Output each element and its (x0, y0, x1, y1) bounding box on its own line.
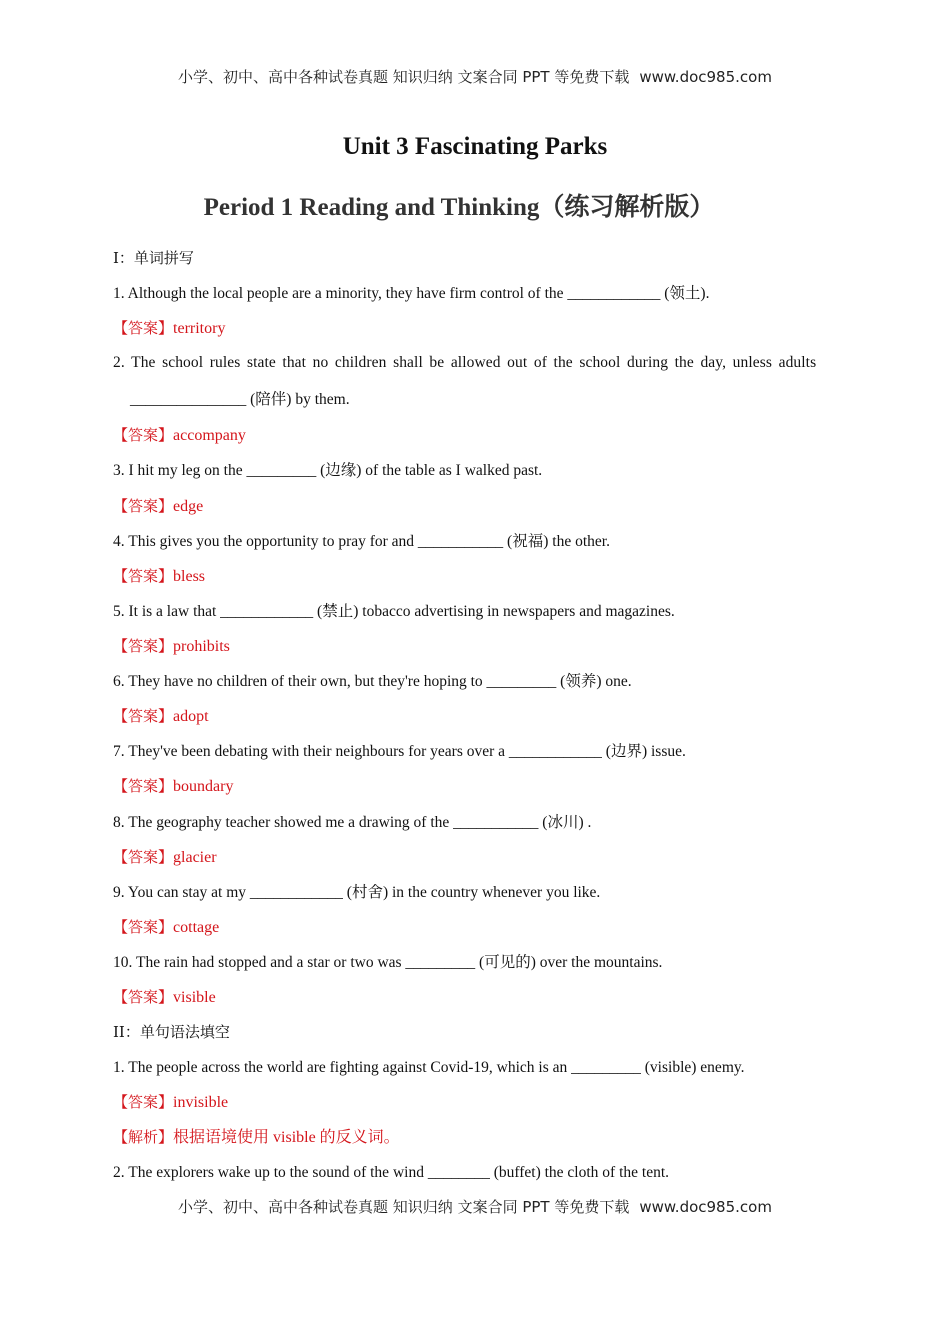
answer-text: glacier (173, 849, 217, 866)
answer-text: cottage (173, 919, 220, 936)
question-3: 3. I hit my leg on the _________ (边缘) of the table as I walked past. (113, 462, 543, 479)
answer-4 (113, 566, 205, 587)
answer-8 (113, 847, 217, 868)
explanation-text: 根据语境使用 visible 的反义词。 (173, 1129, 400, 1146)
question-7: 7. They've been debating with their neighbours for years over a ____________ (边界) issue. (113, 743, 686, 760)
document-title: Unit 3 Fascinating Parks (342, 133, 608, 160)
question-10: 10. The rain had stopped and a star or two was _________ (可见的) over the mountains. (113, 954, 663, 971)
answer-5 (113, 636, 230, 657)
answer-text: territory (173, 320, 226, 337)
answer-3 (113, 496, 203, 517)
answer-text: visible (173, 989, 216, 1006)
answer-tag: 【答案】 (113, 426, 174, 444)
footer-url[interactable]: www.doc985.com (639, 1198, 772, 1216)
answer-text: bless (173, 568, 206, 585)
answer-tag: 【答案】 (113, 319, 174, 337)
question-8: 8. The geography teacher showed me a drawing of the ___________ (冰川) . (113, 814, 592, 831)
section-heading-spelling: I：单词拼写 (113, 249, 194, 267)
answer-tag: 【答案】 (113, 1093, 174, 1111)
answer-6 (113, 706, 209, 727)
section-heading-grammar: II：单句语法填空 (113, 1023, 230, 1041)
answer-2 (113, 425, 246, 446)
grammar-explanation-1 (113, 1127, 400, 1148)
explanation-tag: 【解析】 (113, 1128, 174, 1146)
answer-text: prohibits (173, 638, 230, 655)
answer-tag: 【答案】 (113, 848, 174, 866)
page-header (0, 66, 950, 87)
answer-tag: 【答案】 (113, 497, 174, 515)
footer-text: 小学、初中、高中各种试卷真题 知识归纳 文案合同 PPT 等免费下载 (178, 1198, 630, 1216)
answer-7 (113, 776, 233, 797)
answer-tag: 【答案】 (113, 637, 174, 655)
answer-tag: 【答案】 (113, 567, 174, 585)
answer-tag: 【答案】 (113, 988, 174, 1006)
header-url[interactable]: www.doc985.com (639, 68, 772, 86)
document-subtitle: Period 1 Reading and Thinking（练习解析版） (203, 194, 715, 221)
question-2: 2. The school rules state that no children shall be allowed out of the school during the day, unless adults (113, 354, 817, 371)
grammar-answer-1 (113, 1092, 228, 1113)
answer-text: invisible (173, 1094, 229, 1111)
page-footer (0, 1196, 950, 1217)
answer-text: boundary (173, 778, 234, 795)
question-1: 1. Although the local people are a minority, they have firm control of the ____________ (领土). (113, 285, 710, 302)
question-5: 5. It is a law that ____________ (禁止) tobacco advertising in newspapers and magazines. (113, 603, 675, 620)
answer-tag: 【答案】 (113, 777, 174, 795)
grammar-question-2: 2. The explorers wake up to the sound of the wind ________ (buffet) the cloth of the tent. (113, 1164, 670, 1181)
question-9: 9. You can stay at my ____________ (村舍) in the country whenever you like. (113, 884, 601, 901)
answer-9 (113, 917, 219, 938)
question-6: 6. They have no children of their own, but they're hoping to _________ (领养) one. (113, 673, 632, 690)
answer-tag: 【答案】 (113, 918, 174, 936)
question-2-continued: _______________ (陪伴) by them. (130, 391, 350, 408)
answer-tag: 【答案】 (113, 707, 174, 725)
question-4: 4. This gives you the opportunity to pray for and ___________ (祝福) the other. (113, 533, 610, 550)
answer-text: edge (173, 498, 204, 515)
answer-10 (113, 987, 216, 1008)
answer-1 (113, 318, 225, 339)
answer-text: accompany (173, 427, 246, 444)
header-text: 小学、初中、高中各种试卷真题 知识归纳 文案合同 PPT 等免费下载 (178, 68, 630, 86)
answer-text: adopt (173, 708, 209, 725)
grammar-question-1: 1. The people across the world are fighting against Covid-19, which is an _________ (visible) enemy. (113, 1059, 745, 1076)
